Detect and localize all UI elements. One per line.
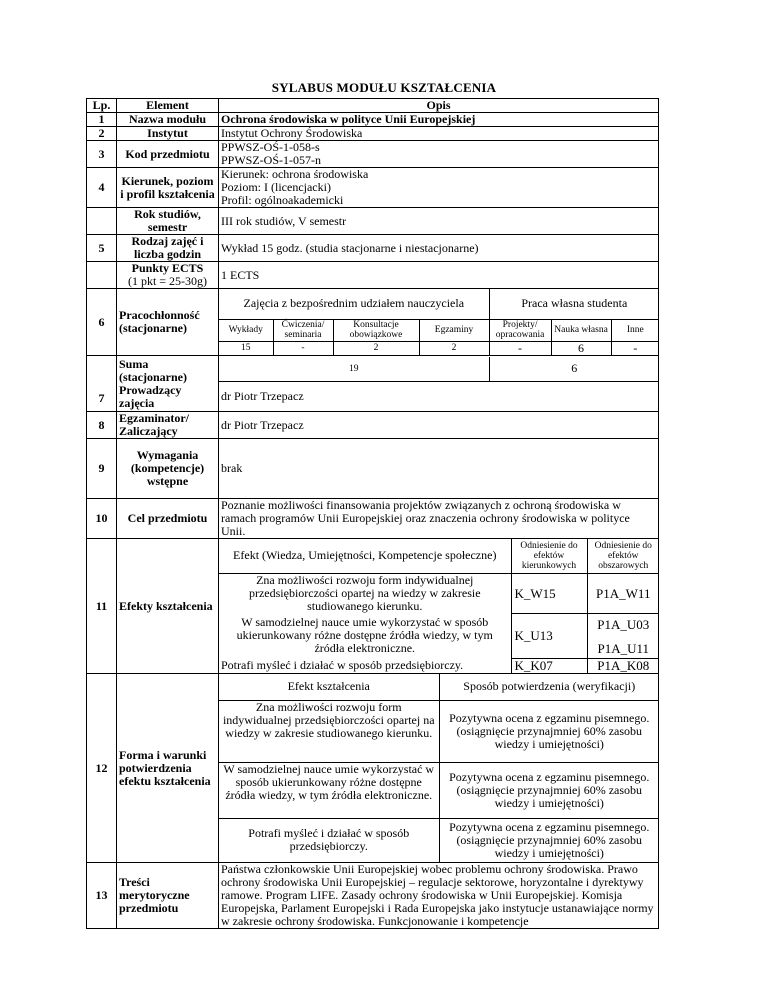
- row-element: [117, 262, 219, 289]
- verification-header-effect: Efekt kształcenia: [219, 674, 439, 700]
- field-line: Poziom: I (licencjacki): [221, 180, 331, 194]
- sum-label: Suma (stacjonarne): [119, 356, 187, 384]
- row-element: Instytut: [117, 127, 219, 141]
- workload-val: 6: [551, 341, 611, 355]
- outcome-k: K_W15: [511, 573, 587, 613]
- prerequisites-value: brak: [219, 439, 659, 499]
- workload-val: -: [489, 341, 551, 355]
- table-row: [87, 863, 659, 929]
- workload-col: Konsultacje obowiązkowe: [333, 319, 419, 341]
- document-title: SYLABUS MODUŁU KSZTAŁCENIA: [271, 80, 497, 95]
- header-element: Element: [117, 99, 219, 113]
- row-element: Egzaminator/ Zaliczający: [117, 412, 219, 439]
- lecturer-value: dr Piotr Trzepacz: [219, 382, 659, 412]
- row-number: 4: [87, 168, 117, 208]
- row-number: 3: [87, 141, 117, 168]
- workload-val: 2: [333, 341, 419, 355]
- table-row: [87, 141, 659, 168]
- table-row: [87, 439, 659, 499]
- table-row: [87, 235, 659, 262]
- module-name: Ochrona środowiska w polityce Unii Europejskiej: [219, 113, 659, 127]
- row-number: 12: [87, 674, 117, 863]
- table-row: [87, 674, 659, 863]
- row-element: Wymagania (kompetencje) wstępne: [117, 439, 219, 499]
- verification-method: Pozytywna ocena z egzaminu pisemnego. (osiągnięcie przynajmniej 60% zasobu wiedzy i umiejętności): [439, 762, 659, 818]
- header-opis: Opis: [219, 99, 659, 113]
- verification-effect: Zna możliwości rozwoju form indywidualnej przedsiębiorczości opartej na wiedzy w zakresie studiowanego kierunku.: [219, 700, 439, 762]
- workload-group-teacher: Zajęcia z bezpośrednim udziałem nauczyciela: [219, 289, 489, 319]
- outcome-p: P1A_W11: [587, 573, 659, 613]
- verification-effect: Potrafi myśleć i działać w sposób przedsiębiorczy.: [219, 818, 439, 862]
- outcome-text: W samodzielnej nauce umie wykorzystać w sposób ukierunkowany różne dostępne źródła wiedzy, w tym źródła elektroniczne.: [219, 613, 511, 658]
- row-number: 5: [87, 235, 117, 262]
- outcome-p: P1A_U03: [597, 616, 650, 632]
- verification-header-method: Sposób potwierdzenia (weryfikacji): [439, 674, 659, 700]
- workload-col: Projekty/ opracowania: [489, 319, 551, 341]
- row-number: 1: [87, 113, 117, 127]
- row-number: 11: [87, 539, 117, 674]
- row-number: 10: [87, 499, 117, 539]
- row-number: 6: [87, 289, 117, 356]
- course-aim: Poznanie możliwości finansowania projektów związanych z ochroną środowiska w ramach programów Unii Europejskiej oraz znaczenia ochrony środowiska w polityce Unii.: [219, 499, 659, 539]
- field-line: Kierunek: ochrona środowiska: [221, 167, 369, 181]
- outcome-text: Zna możliwości rozwoju form indywidualnej przedsiębiorczości opartej na wiedzy w zakresie studiowanego kierunku.: [219, 573, 511, 613]
- row-element: [117, 356, 219, 412]
- workload-col: Nauka własna: [551, 319, 611, 341]
- examiner-value: dr Piotr Trzepacz: [219, 412, 659, 439]
- workload-col: Wykłady: [219, 319, 273, 341]
- field-of-study: [219, 168, 659, 208]
- workload-grid: [219, 289, 659, 356]
- outcomes-header-obsz: Odniesienie do efektów obszarowych: [594, 540, 652, 571]
- verification-table: [219, 674, 659, 862]
- workload-val: 15: [219, 341, 273, 355]
- row-number: 7: [87, 356, 117, 412]
- institute-value: Instytut Ochrony Środowiska: [219, 127, 659, 141]
- row-number: 9: [87, 439, 117, 499]
- course-code-line: PPWSZ-OŚ-1-057-n: [221, 153, 322, 167]
- workload-sublabel: (stacjonarne): [119, 321, 187, 335]
- class-type-hours: Wykład 15 godz. (studia stacjonarne i niestacjonarne): [219, 235, 659, 262]
- year-semester: III rok studiów, V semestr: [219, 208, 659, 235]
- table-row: [87, 168, 659, 208]
- table-row: [87, 412, 659, 439]
- outcome-k: K_U13: [511, 613, 587, 658]
- table-row: [87, 208, 659, 235]
- sum-teacher: 19: [219, 357, 489, 381]
- outcome-p: P1A_U11: [597, 640, 650, 656]
- row-element: Kierunek, poziom i profil kształcenia: [117, 168, 219, 208]
- verification: [219, 674, 659, 863]
- outcomes-header-kier: Odniesienie do efektów kierunkowych: [511, 539, 587, 573]
- row-element: Efekty kształcenia: [117, 539, 219, 674]
- row-element: Rok studiów, semestr: [117, 208, 219, 235]
- lecturer-label: Prowadzący zajęcia: [119, 382, 182, 410]
- course-code: [219, 141, 659, 168]
- table-row: [87, 499, 659, 539]
- outcomes-table: [219, 539, 659, 673]
- outcomes-header-effect: Efekt (Wiedza, Umiejętności, Kompetencje społeczne): [219, 539, 511, 573]
- workload-val: -: [273, 341, 333, 355]
- verification-method: Pozytywna ocena z egzaminu pisemnego. (osiągnięcie przynajmniej 60% zasobu wiedzy i umiejętności): [449, 819, 650, 860]
- row-number: 2: [87, 127, 117, 141]
- course-code-line: PPWSZ-OŚ-1-058-s: [221, 140, 320, 154]
- ects-note: (1 pkt = 25-30g): [127, 274, 208, 288]
- workload-col: Inne: [611, 319, 659, 341]
- verification-method: Pozytywna ocena z egzaminu pisemnego. (osiągnięcie przynajmniej 60% zasobu wiedzy i umiejętności): [439, 700, 659, 762]
- sum-self: 6: [571, 361, 578, 375]
- row-element: Treści merytoryczne przedmiotu: [117, 863, 219, 929]
- ects-label: Punkty ECTS: [131, 261, 204, 275]
- table-header-row: [87, 99, 659, 113]
- row-number: 8: [87, 412, 117, 439]
- header-lp: Lp.: [87, 99, 117, 113]
- field-line: Profil: ogólnoakademicki: [221, 193, 344, 207]
- row-element: Forma i warunki potwierdzenia efektu kształcenia: [117, 674, 219, 863]
- workload-col: Egzaminy: [419, 319, 489, 341]
- table-row: [87, 113, 659, 127]
- table-row: [87, 289, 659, 356]
- workload-label: Pracochłonność: [119, 308, 200, 322]
- table-row: [87, 262, 659, 289]
- sum-table: [219, 357, 659, 381]
- sum-values: [219, 356, 659, 382]
- workload-col: Ćwiczenia/ seminaria: [273, 319, 333, 341]
- workload-table: [219, 289, 659, 355]
- table-row: [87, 356, 659, 382]
- row-element: Nazwa modułu: [117, 113, 219, 127]
- row-element: Rodzaj zajęć i liczba godzin: [117, 235, 219, 262]
- learning-outcomes: [219, 539, 659, 674]
- workload-val: -: [633, 340, 638, 355]
- outcome-p: P1A_K08: [587, 658, 659, 673]
- verification-effect: W samodzielnej nauce umie wykorzystać w sposób ukierunkowany różne dostępne źródła wiedzy, w tym źródła elektroniczne.: [219, 762, 439, 818]
- syllabus-table: [86, 98, 659, 929]
- row-element: Kod przedmiotu: [117, 141, 219, 168]
- course-content: Państwa członkowskie Unii Europejskiej wobec problemu ochrony środowiska. Prawo ochrony środowiska Unii Europejskiej – regulacje sektorowe, horyzontalne i dyrektywy ramowe. Program LIFE. Zasady ochrony środowiska w Unii Europejskiej. Komisja Europejska, Parlament Europejski i Rada Europejska jako instytucje ustanawiające normy w zakresie ochrony środowiska. Funkcjonowanie i kompetencje: [219, 863, 659, 929]
- workload-group-self: Praca własna studenta: [489, 289, 659, 319]
- table-row: [87, 127, 659, 141]
- row-element: [117, 289, 219, 356]
- table-row: [87, 539, 659, 674]
- workload-val: 2: [419, 341, 489, 355]
- row-element: Cel przedmiotu: [117, 499, 219, 539]
- outcome-text: Potrafi myśleć i działać w sposób przedsiębiorczy.: [219, 658, 511, 673]
- ects-value: 1 ECTS: [219, 262, 659, 289]
- outcome-p-group: [587, 613, 659, 658]
- outcome-k: K_K07: [511, 658, 587, 673]
- row-number: 13: [87, 863, 117, 929]
